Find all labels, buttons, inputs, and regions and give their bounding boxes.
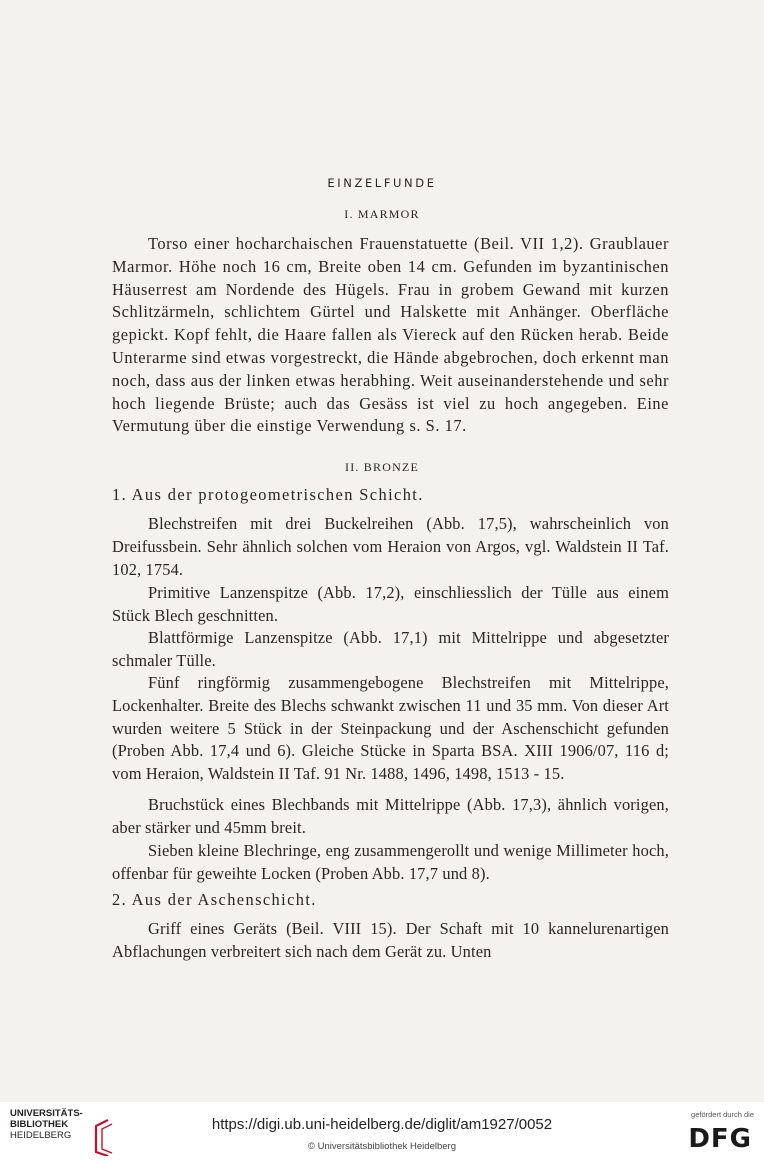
paragraph-blechband: Bruchstück eines Blechbands mit Mittelrippe (Abb. 17,3), ähnlich vorigen, aber stärker und 45mm breit.	[112, 795, 669, 837]
library-name-line1: UNIVERSITÄTS-	[10, 1108, 83, 1119]
dfg-funding-note: gefördert durch die	[691, 1110, 754, 1119]
section-title-bronze: II. BRONZE	[345, 460, 419, 474]
paragraph-blechstreifen: Blechstreifen mit drei Buckelreihen (Abb. 17,5), wahrscheinlich von Dreifussbein. Sehr ähnlich solchen vom Heraion von Argos, vgl. Waldstein II Taf. 102, 1754.	[112, 514, 669, 579]
paragraph-blechringe: Sieben kleine Blechringe, eng zusammengerollt und wenige Millimeter hoch, offenbar für geweihte Locken (Proben Abb. 17,7 und 8).	[112, 841, 669, 883]
subheading-aschenschicht: 2. Aus der Aschenschicht.	[112, 890, 317, 909]
permalink-url[interactable]: https://digi.ub.uni-heidelberg.de/diglit/am1927/0052	[211, 1116, 553, 1133]
page-heading: EINZELFUNDE	[327, 176, 437, 190]
paragraph-griff: Griff eines Geräts (Beil. VIII 15). Der Schaft mit 10 kannelurenartigen Abflachungen verbreitert sich nach dem Gerät zu. Unten	[112, 919, 669, 961]
section-title-marble: I. MARMOR	[344, 207, 420, 221]
footer-bar	[0, 1102, 764, 1162]
paragraph-torso: Torso einer hocharchaischen Frauenstatuette (Beil. VII 1,2). Graublauer Marmor. Höhe noch 16 cm, Breite oben 14 cm. Gefunden im byzantinischen Häuserrest am Nordende des Hügels. Frau in grobem Gewand mit kurzen Schlitzärmeln, schlichtem Gürtel und Halskette mit Anhänger. Oberfläche gepickt. Kopf fehlt, die Haare fallen als Viereck auf den Rücken herab. Beide Unterarme sind etwas vorgestreckt, die Hände abgebrochen, doch erkennt man noch, dass aus der linken etwas herabhing. Weit auseinanderstehende und sehr hoch liegende Brüste; auch das Gesäss ist viel zu hoch angegeben. Eine Vermutung über die einstige Verwendung s. S. 17.	[112, 234, 669, 436]
paragraph-lockenhalter: Fünf ringförmig zusammengebogene Blechstreifen mit Mittelrippe, Lockenhalter. Breite des Blechs schwankt zwischen 11 und 35 mm. Von dieser Art wurden weitere 5 Stück in der Steinpackung und der Aschenschicht gefunden (Proben Abb. 17,4 und 6). Gleiche Stücke in Sparta BSA. XIII 1906/07, 116 d; vom Heraion, Waldstein II Taf. 91 Nr. 1488, 1496, 1498, 1513 - 15.	[112, 673, 669, 784]
library-name-line3: HEIDELBERG	[10, 1130, 72, 1141]
subheading-protogeometric: 1. Aus der protogeometrischen Schicht.	[112, 485, 424, 504]
dfg-logo[interactable]: DFG	[688, 1124, 752, 1154]
copyright-notice: © Universitätsbibliothek Heidelberg	[308, 1141, 456, 1152]
paragraph-primitive-lanzenspitze: Primitive Lanzenspitze (Abb. 17,2), einschliesslich der Tülle aus einem Stück Blech geschnitten.	[112, 583, 669, 625]
library-name-line2: BIBLIOTHEK	[10, 1119, 69, 1130]
paragraph-blattfoermige-lanzenspitze: Blattförmige Lanzenspitze (Abb. 17,1) mit Mittelrippe und abgesetzter schmaler Tülle.	[112, 628, 669, 670]
